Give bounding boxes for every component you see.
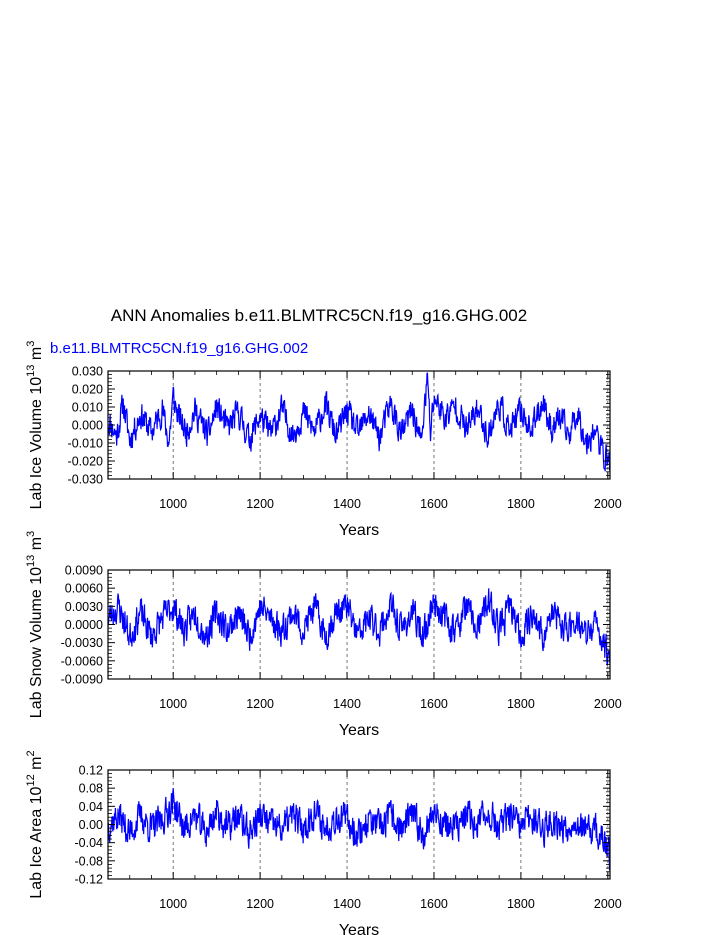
y-tick-label: -0.12 bbox=[74, 872, 103, 887]
x-tick-label: 1800 bbox=[506, 697, 535, 711]
y-tick-label: 0.0060 bbox=[64, 581, 103, 596]
panel-snow-volume bbox=[25, 531, 622, 739]
x-tick-label: 1000 bbox=[159, 897, 188, 911]
x-tick-label: 1200 bbox=[246, 897, 275, 911]
y-tick-label: -0.08 bbox=[74, 854, 103, 869]
series-line bbox=[108, 788, 610, 870]
x-tick-label: 2000 bbox=[593, 497, 622, 511]
series-line bbox=[108, 588, 610, 665]
y-axis-label: Lab Ice Area $10^{12}$ $m^2$ bbox=[25, 750, 45, 899]
panel-1-subtitle: b.e11.BLMTRC5CN.f19_g16.GHG.002 bbox=[50, 340, 309, 357]
x-tick-label: 1400 bbox=[333, 897, 361, 911]
y-tick-label: 0.08 bbox=[78, 781, 103, 796]
y-tick-label: -0.0090 bbox=[60, 672, 103, 687]
y-tick-label: -0.030 bbox=[67, 472, 103, 487]
y-tick-label: 0.000 bbox=[71, 418, 103, 433]
y-tick-label: 0.030 bbox=[71, 364, 103, 379]
x-tick-label: 1600 bbox=[420, 497, 448, 511]
y-tick-label: 0.0000 bbox=[64, 618, 103, 632]
x-axis-label: Years bbox=[338, 922, 380, 935]
x-axis-label: Years bbox=[338, 522, 380, 539]
y-tick-label: 0.00 bbox=[78, 818, 103, 832]
x-tick-label: 1600 bbox=[420, 697, 448, 711]
x-tick-label: 1000 bbox=[159, 497, 188, 511]
x-tick-label: 1400 bbox=[333, 697, 361, 711]
figure-title: ANN Anomalies b.e11.BLMTRC5CN.f19_g16.GHG.002 bbox=[110, 306, 528, 325]
x-tick-label: 1000 bbox=[159, 697, 188, 711]
y-tick-label: -0.0060 bbox=[60, 654, 103, 669]
y-tick-label: 0.020 bbox=[71, 382, 103, 397]
panel-ice-area bbox=[25, 750, 622, 935]
x-tick-label: 1800 bbox=[506, 897, 535, 911]
y-tick-label: -0.04 bbox=[74, 836, 103, 851]
y-axis-label: Lab Ice Volume $10^{13}$ $m^3$ bbox=[25, 340, 45, 510]
x-tick-label: 1600 bbox=[420, 897, 448, 911]
x-tick-label: 1200 bbox=[246, 497, 275, 511]
y-tick-label: 0.0090 bbox=[64, 563, 103, 578]
x-tick-label: 2000 bbox=[593, 897, 622, 911]
y-tick-label: -0.020 bbox=[67, 454, 103, 469]
y-axis-label: Lab Snow Volume $10^{13}$ $m^3$ bbox=[25, 530, 45, 719]
y-tick-label: 0.04 bbox=[78, 799, 103, 814]
y-tick-label: 0.0030 bbox=[64, 599, 103, 614]
x-tick-label: 1400 bbox=[333, 497, 361, 511]
series-line bbox=[108, 373, 610, 471]
y-tick-label: -0.0030 bbox=[60, 636, 103, 651]
x-tick-label: 1200 bbox=[246, 697, 275, 711]
y-tick-label: 0.010 bbox=[71, 400, 103, 415]
panel-ice-volume bbox=[25, 341, 622, 539]
x-tick-label: 2000 bbox=[593, 697, 622, 711]
x-axis-label: Years bbox=[338, 722, 380, 739]
y-tick-label: 0.12 bbox=[78, 763, 103, 778]
y-tick-label: -0.010 bbox=[67, 436, 103, 451]
x-tick-label: 1800 bbox=[506, 497, 535, 511]
